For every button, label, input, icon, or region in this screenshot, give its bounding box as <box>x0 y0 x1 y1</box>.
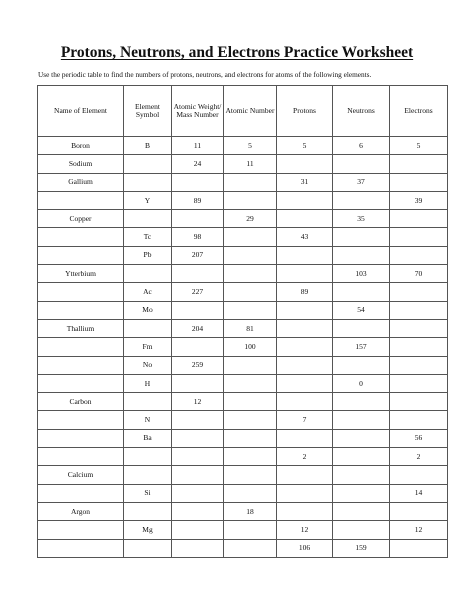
cell-protons[interactable] <box>277 155 333 173</box>
cell-electrons[interactable] <box>390 356 448 374</box>
cell-electrons[interactable] <box>390 393 448 411</box>
cell-protons[interactable] <box>277 265 333 283</box>
cell-neutrons[interactable]: 103 <box>333 265 390 283</box>
table-row <box>38 356 448 374</box>
cell-element-symbol[interactable]: No <box>124 356 172 374</box>
cell-element-symbol[interactable] <box>124 393 172 411</box>
cell-mass-number[interactable]: 12 <box>172 393 224 411</box>
cell-element-name[interactable] <box>38 356 124 374</box>
cell-protons[interactable] <box>277 246 333 264</box>
cell-element-symbol[interactable] <box>124 210 172 228</box>
header-protons: Protons <box>277 86 333 137</box>
cell-element-name[interactable] <box>38 338 124 356</box>
table-row <box>38 411 448 429</box>
cell-mass-number[interactable] <box>172 301 224 319</box>
cell-neutrons[interactable]: 0 <box>333 374 390 392</box>
cell-atomic-number[interactable] <box>224 429 277 447</box>
cell-protons[interactable] <box>277 393 333 411</box>
table-row <box>38 502 448 520</box>
cell-neutrons[interactable] <box>333 155 390 173</box>
cell-electrons[interactable]: 5 <box>390 137 448 155</box>
cell-neutrons[interactable]: 6 <box>333 137 390 155</box>
cell-atomic-number[interactable] <box>224 265 277 283</box>
cell-protons[interactable] <box>277 484 333 502</box>
cell-protons[interactable] <box>277 466 333 484</box>
cell-protons[interactable] <box>277 301 333 319</box>
header-element-symbol: Element Symbol <box>124 86 172 137</box>
cell-element-name[interactable]: Carbon <box>38 393 124 411</box>
cell-element-name[interactable] <box>38 301 124 319</box>
cell-mass-number[interactable]: 259 <box>172 356 224 374</box>
worksheet-title: Protons, Neutrons, and Electrons Practice Worksheet <box>60 44 414 61</box>
cell-protons[interactable]: 106 <box>277 539 333 557</box>
cell-electrons[interactable]: 12 <box>390 521 448 539</box>
table-row <box>38 265 448 283</box>
cell-element-name[interactable] <box>38 374 124 392</box>
cell-electrons[interactable] <box>390 466 448 484</box>
cell-neutrons[interactable] <box>333 191 390 209</box>
cell-element-symbol[interactable] <box>124 539 172 557</box>
cell-atomic-number[interactable] <box>224 411 277 429</box>
cell-atomic-number[interactable]: 5 <box>224 137 277 155</box>
cell-neutrons[interactable] <box>333 521 390 539</box>
cell-protons[interactable] <box>277 191 333 209</box>
cell-protons[interactable]: 7 <box>277 411 333 429</box>
cell-mass-number[interactable] <box>172 448 224 466</box>
cell-electrons[interactable] <box>390 539 448 557</box>
table-row <box>38 191 448 209</box>
cell-atomic-number[interactable]: 29 <box>224 210 277 228</box>
cell-electrons[interactable] <box>390 283 448 301</box>
cell-element-name[interactable] <box>38 448 124 466</box>
cell-neutrons[interactable] <box>333 411 390 429</box>
cell-electrons[interactable] <box>390 173 448 191</box>
header-neutrons: Neutrons <box>333 86 390 137</box>
cell-element-name[interactable] <box>38 228 124 246</box>
cell-mass-number[interactable]: 89 <box>172 191 224 209</box>
cell-protons[interactable] <box>277 319 333 337</box>
cell-neutrons[interactable] <box>333 393 390 411</box>
table-row <box>38 374 448 392</box>
cell-electrons[interactable] <box>390 319 448 337</box>
table-row <box>38 466 448 484</box>
cell-element-name[interactable]: Boron <box>38 137 124 155</box>
cell-atomic-number[interactable] <box>224 393 277 411</box>
cell-element-symbol[interactable]: Mo <box>124 301 172 319</box>
cell-electrons[interactable] <box>390 411 448 429</box>
cell-electrons[interactable] <box>390 228 448 246</box>
cell-neutrons[interactable] <box>333 484 390 502</box>
cell-protons[interactable] <box>277 429 333 447</box>
cell-element-symbol[interactable] <box>124 155 172 173</box>
cell-neutrons[interactable]: 54 <box>333 301 390 319</box>
cell-atomic-number[interactable]: 11 <box>224 155 277 173</box>
cell-atomic-number[interactable] <box>224 448 277 466</box>
cell-element-symbol[interactable] <box>124 265 172 283</box>
cell-neutrons[interactable] <box>333 466 390 484</box>
cell-atomic-number[interactable]: 100 <box>224 338 277 356</box>
table-row <box>38 521 448 539</box>
cell-protons[interactable]: 2 <box>277 448 333 466</box>
cell-protons[interactable] <box>277 356 333 374</box>
cell-mass-number[interactable]: 227 <box>172 283 224 301</box>
cell-neutrons[interactable] <box>333 502 390 520</box>
cell-element-symbol[interactable] <box>124 448 172 466</box>
cell-protons[interactable]: 5 <box>277 137 333 155</box>
cell-atomic-number[interactable] <box>224 228 277 246</box>
cell-neutrons[interactable] <box>333 319 390 337</box>
table-row <box>38 338 448 356</box>
cell-mass-number[interactable]: 24 <box>172 155 224 173</box>
cell-mass-number[interactable] <box>172 539 224 557</box>
cell-element-symbol[interactable] <box>124 173 172 191</box>
cell-atomic-number[interactable]: 18 <box>224 502 277 520</box>
cell-element-symbol[interactable]: Tc <box>124 228 172 246</box>
cell-element-name[interactable]: Gallium <box>38 173 124 191</box>
cell-mass-number[interactable]: 11 <box>172 137 224 155</box>
cell-element-symbol[interactable]: N <box>124 411 172 429</box>
cell-atomic-number[interactable] <box>224 484 277 502</box>
cell-element-symbol[interactable]: B <box>124 137 172 155</box>
table-row <box>38 246 448 264</box>
cell-atomic-number[interactable] <box>224 539 277 557</box>
table-row <box>38 210 448 228</box>
cell-mass-number[interactable]: 98 <box>172 228 224 246</box>
cell-element-name[interactable]: Sodium <box>38 155 124 173</box>
cell-mass-number[interactable] <box>172 374 224 392</box>
cell-electrons[interactable]: 2 <box>390 448 448 466</box>
cell-element-name[interactable] <box>38 246 124 264</box>
cell-element-name[interactable] <box>38 191 124 209</box>
cell-electrons[interactable] <box>390 246 448 264</box>
cell-neutrons[interactable] <box>333 429 390 447</box>
cell-element-symbol[interactable]: Ac <box>124 283 172 301</box>
cell-element-name[interactable] <box>38 539 124 557</box>
cell-electrons[interactable]: 70 <box>390 265 448 283</box>
cell-atomic-number[interactable] <box>224 466 277 484</box>
cell-neutrons[interactable]: 159 <box>333 539 390 557</box>
cell-mass-number[interactable]: 204 <box>172 319 224 337</box>
table-row <box>38 283 448 301</box>
cell-electrons[interactable] <box>390 301 448 319</box>
instructions-text: Use the periodic table to find the numbers of protons, neutrons, and electrons for atoms of the following elements. <box>38 70 372 79</box>
cell-electrons[interactable] <box>390 374 448 392</box>
cell-mass-number[interactable] <box>172 411 224 429</box>
cell-protons[interactable] <box>277 338 333 356</box>
cell-mass-number[interactable] <box>172 338 224 356</box>
cell-element-name[interactable]: Ytterbium <box>38 265 124 283</box>
cell-protons[interactable] <box>277 210 333 228</box>
table-row <box>38 539 448 557</box>
cell-neutrons[interactable]: 35 <box>333 210 390 228</box>
cell-element-symbol[interactable] <box>124 319 172 337</box>
header-atomic-number: Atomic Number <box>224 86 277 137</box>
cell-mass-number[interactable] <box>172 173 224 191</box>
table-row <box>38 393 448 411</box>
cell-protons[interactable]: 12 <box>277 521 333 539</box>
header-mass-number: Atomic Weight/ Mass Number <box>172 86 224 137</box>
table-row <box>38 137 448 155</box>
element-table <box>37 85 448 558</box>
cell-element-name[interactable]: Thallium <box>38 319 124 337</box>
cell-element-name[interactable] <box>38 521 124 539</box>
cell-protons[interactable]: 43 <box>277 228 333 246</box>
cell-mass-number[interactable] <box>172 502 224 520</box>
cell-element-symbol[interactable] <box>124 502 172 520</box>
cell-atomic-number[interactable]: 81 <box>224 319 277 337</box>
cell-electrons[interactable] <box>390 502 448 520</box>
cell-electrons[interactable]: 14 <box>390 484 448 502</box>
cell-neutrons[interactable]: 157 <box>333 338 390 356</box>
cell-element-name[interactable] <box>38 283 124 301</box>
table-row <box>38 155 448 173</box>
cell-element-symbol[interactable]: H <box>124 374 172 392</box>
header-electrons: Electrons <box>390 86 448 137</box>
cell-element-name[interactable] <box>38 429 124 447</box>
cell-protons[interactable] <box>277 374 333 392</box>
cell-mass-number[interactable]: 207 <box>172 246 224 264</box>
cell-atomic-number[interactable] <box>224 283 277 301</box>
cell-element-symbol[interactable]: Mg <box>124 521 172 539</box>
cell-element-name[interactable]: Argon <box>38 502 124 520</box>
cell-element-symbol[interactable]: Y <box>124 191 172 209</box>
cell-atomic-number[interactable] <box>224 173 277 191</box>
table-row <box>38 173 448 191</box>
table-row <box>38 448 448 466</box>
cell-electrons[interactable]: 56 <box>390 429 448 447</box>
table-row <box>38 301 448 319</box>
cell-element-symbol[interactable]: Ba <box>124 429 172 447</box>
cell-mass-number[interactable] <box>172 429 224 447</box>
table-body <box>38 137 448 558</box>
cell-neutrons[interactable] <box>333 228 390 246</box>
cell-electrons[interactable]: 39 <box>390 191 448 209</box>
cell-atomic-number[interactable] <box>224 191 277 209</box>
cell-element-symbol[interactable] <box>124 466 172 484</box>
cell-atomic-number[interactable] <box>224 246 277 264</box>
table-row <box>38 228 448 246</box>
cell-neutrons[interactable] <box>333 448 390 466</box>
cell-neutrons[interactable] <box>333 283 390 301</box>
cell-element-symbol[interactable]: Fm <box>124 338 172 356</box>
cell-neutrons[interactable] <box>333 246 390 264</box>
cell-element-symbol[interactable]: Si <box>124 484 172 502</box>
cell-mass-number[interactable] <box>172 265 224 283</box>
cell-mass-number[interactable] <box>172 210 224 228</box>
cell-neutrons[interactable]: 37 <box>333 173 390 191</box>
cell-element-symbol[interactable]: Pb <box>124 246 172 264</box>
cell-atomic-number[interactable] <box>224 356 277 374</box>
table-row <box>38 319 448 337</box>
cell-element-name[interactable] <box>38 411 124 429</box>
cell-element-name[interactable]: Calcium <box>38 466 124 484</box>
cell-atomic-number[interactable] <box>224 374 277 392</box>
cell-element-name[interactable] <box>38 484 124 502</box>
cell-mass-number[interactable] <box>172 466 224 484</box>
table-row <box>38 484 448 502</box>
cell-mass-number[interactable] <box>172 521 224 539</box>
cell-atomic-number[interactable] <box>224 301 277 319</box>
cell-electrons[interactable] <box>390 210 448 228</box>
cell-protons[interactable]: 31 <box>277 173 333 191</box>
cell-electrons[interactable] <box>390 155 448 173</box>
table-header-row <box>38 86 448 137</box>
cell-protons[interactable]: 89 <box>277 283 333 301</box>
cell-protons[interactable] <box>277 502 333 520</box>
cell-element-name[interactable]: Copper <box>38 210 124 228</box>
cell-electrons[interactable] <box>390 338 448 356</box>
cell-atomic-number[interactable] <box>224 521 277 539</box>
cell-neutrons[interactable] <box>333 356 390 374</box>
table-row <box>38 429 448 447</box>
header-name-of-element: Name of Element <box>38 86 124 137</box>
cell-mass-number[interactable] <box>172 484 224 502</box>
